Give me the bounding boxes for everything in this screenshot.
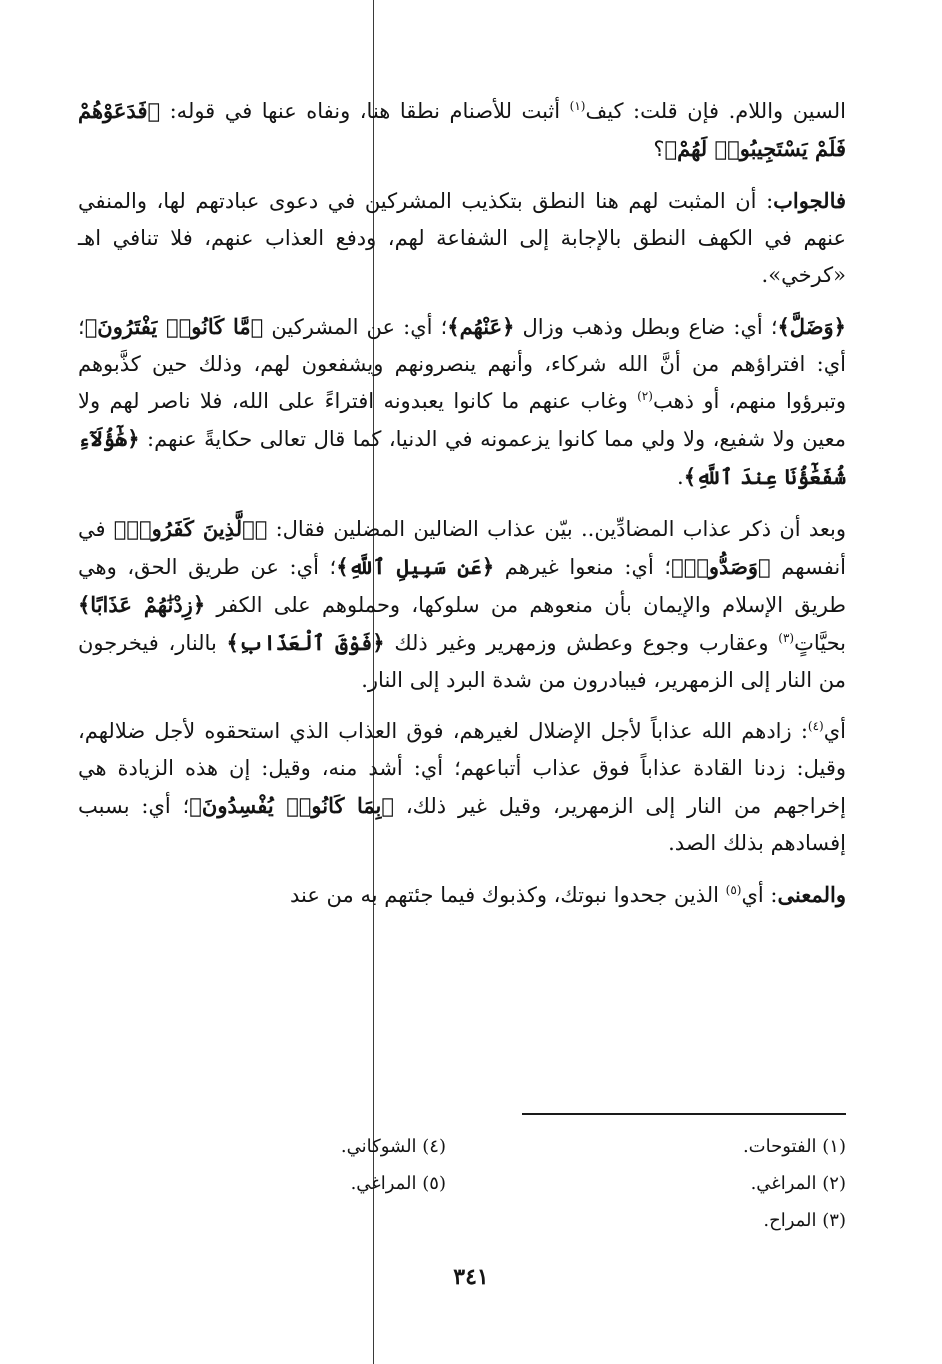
paragraph-lead: والمعنى	[777, 882, 846, 907]
footnotes-left-column	[206, 1128, 446, 1202]
footnote-ref: (٢)	[637, 389, 653, 403]
quran-quote: ﴿عَنْهُم﴾	[447, 314, 515, 339]
paragraph	[78, 510, 846, 699]
body-text: ؛ أي: منعوا غيرهم	[494, 555, 672, 579]
paragraph	[78, 92, 846, 168]
body-text: وعقارب وجوع وعطش وزمهرير وغير ذلك	[384, 631, 779, 655]
body-text: السين واللام. فإن قلت: كيف	[585, 99, 846, 123]
quran-quote: ﴿هَٰٓؤُلَآءِ شُفَعَٰٓؤُنَا عِندَ ٱللَّهِ﴾	[78, 426, 846, 489]
body-text: ؛ أي: ضاع وبطل وذهب وزال	[514, 315, 778, 339]
body-text: .	[677, 465, 684, 489]
paragraph-lead: فالجواب	[773, 188, 846, 213]
page-body	[78, 92, 846, 928]
footnote: (٤) الشوكاني.	[340, 1136, 446, 1157]
footnote: (٥) المراغي.	[350, 1173, 446, 1194]
footnote-ref: (٣)	[778, 631, 795, 645]
body-text: ؛ أي: افتراؤهم من أنَّ الله شركاء، وأنهم ينصرونهم ويشفعون لهم، وذلك حين كذَّبوهم وتبرؤوا منهم، أو ذهب	[78, 315, 847, 413]
quran-quote: ﴿عَن سَبِيلِ ٱللَّهِ﴾	[336, 554, 495, 579]
quran-quote: ﴿فَدَعَوْهُمْ فَلَمْ يَسْتَجِيبُوا۟ لَهُمْ﴾	[78, 98, 846, 161]
body-text: : زادهم الله عذاباً لأجل الإضلال لغيرهم، فوق العذاب الذي استحقوه لأجل ضلالهم، وقيل: زدنا القادة عذاباً فوق عذاب أتباعهم؛ أي: أشد منه، وقيل: إن هذه الزيادة هي إخراجهم من النار إلى الزمهرير، وقيل غير ذلك،	[78, 719, 846, 818]
paragraph	[78, 182, 846, 294]
body-text: ؛ أي: عن طريق الحق، وهي طريق الإسلام والإيمان بأن منعوهم من سلوكها، وحملوهم على الكفر	[78, 555, 847, 617]
footnote-ref: (٤)	[807, 719, 824, 733]
body-text: في أنفسهم	[78, 517, 846, 579]
paragraph	[78, 308, 846, 496]
quran-quote: ﴿زِدْنَٰهُمْ عَذَابًا﴾	[78, 592, 206, 617]
body-text: بحيَّاتٍ	[794, 631, 847, 655]
body-text: وغاب عنهم ما كانوا يعبدونه افتراءً على الله، فلا ناصر لهم ولا معين ولا شفيع، ولا ولي مما كانوا يزعمونه في الدنيا، كما قال تعالى حكايةً عنهم:	[78, 389, 846, 451]
body-text: ؛ أي: عن المشركين	[263, 315, 448, 339]
footnote-ref: (١)	[569, 99, 586, 113]
body-text: : أي	[741, 883, 778, 907]
quran-quote: ﴿وَصَدُّوا۟﴾	[671, 554, 771, 579]
body-text: : أن المثبت لهم هنا النطق بتكذيب المشركين في دعوى عبادتهم لها، والمنفي عنهم في الكهف النطق بالإجابة إلى الشفاعة لهم، ودفع العذاب عنهم، فلا تنافي اهـ «كرخي».	[78, 189, 846, 287]
quran-quote: ﴿ٱلَّذِينَ كَفَرُوا۟﴾	[113, 516, 268, 541]
quran-quote: ﴿وَضَلَّ﴾	[777, 314, 846, 339]
body-text: أي	[823, 719, 846, 743]
footnote: (٣) المراح.	[763, 1210, 846, 1231]
body-text: بالنار، فيخرجون من النار إلى الزمهرير، فيبادرون من شدة البرد إلى النار.	[78, 631, 846, 692]
footnote: (١) الفتوحات.	[742, 1136, 846, 1157]
quran-quote: ﴿فَوْقَ ٱلْعَذَابِ﴾	[226, 630, 385, 655]
body-text: الذين جحدوا نبوتك، وكذبوك فيما جئتهم به من عند	[289, 883, 726, 907]
footnote-ref: (٥)	[725, 883, 742, 897]
footnote: (٢) المراغي.	[750, 1173, 846, 1194]
page-number: ٣٤١	[453, 1264, 489, 1290]
quran-quote: ﴿بِمَا كَانُوا۟ يُفْسِدُونَ﴾	[189, 793, 394, 818]
body-text: أثبت للأصنام نطقا هنا، ونفاه عنها في قوله:	[160, 99, 570, 123]
body-text: ؛ أي: بسبب إفسادهم بذلك الصد.	[78, 794, 846, 855]
quran-quote: ﴿مَّا كَانُوا۟ يَفْتَرُونَ﴾	[84, 314, 264, 339]
footnote-separator	[522, 1113, 846, 1115]
paragraph	[78, 713, 846, 862]
footnotes-right-column	[606, 1128, 846, 1239]
body-text: وبعد أن ذكر عذاب المضادِّين.. بيّن عذاب الضالين المضلين فقال:	[267, 517, 847, 541]
body-text: ؟	[653, 137, 665, 161]
paragraph	[78, 876, 846, 914]
